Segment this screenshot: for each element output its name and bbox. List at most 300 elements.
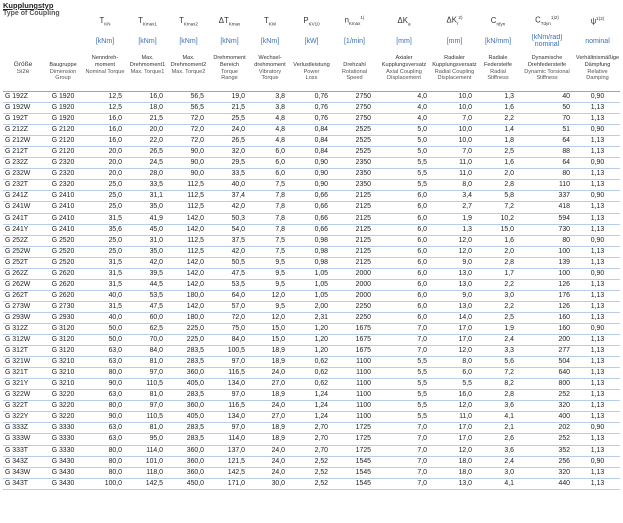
table-cell: 0,90 — [575, 456, 620, 467]
unit-header-6: [1/min] — [343, 37, 365, 45]
table-cell: G 312W — [3, 335, 43, 346]
table-cell: 1100 — [333, 390, 376, 401]
table-cell: 50 — [519, 103, 575, 114]
table-cell: 12,0 — [432, 445, 477, 456]
table-cell: G 3430 — [43, 456, 83, 467]
german-label-8: Drehzahl — [343, 61, 366, 68]
table-cell: 32,0 — [209, 147, 250, 158]
table-cell: 5,0 — [376, 147, 432, 158]
table-cell: 1,13 — [575, 202, 620, 213]
table-cell: 0,66 — [290, 191, 333, 202]
table-cell: 4,8 — [250, 136, 290, 147]
table-cell: 7,8 — [250, 224, 290, 235]
table-cell: 37,4 — [209, 191, 250, 202]
table-cell: 3,8 — [250, 92, 290, 103]
table-cell: 4,0 — [376, 92, 432, 103]
table-cell: G 262T — [3, 290, 43, 301]
table-cell: 6,0 — [376, 202, 432, 213]
table-cell: 5,5 — [376, 368, 432, 379]
table-row — [3, 246, 620, 257]
table-cell: 142,0 — [168, 213, 209, 224]
table-cell: 64 — [519, 136, 575, 147]
table-cell: 2125 — [333, 191, 376, 202]
table-cell: 70 — [519, 114, 575, 125]
table-cell: 25,5 — [209, 114, 250, 125]
table-cell: 24,0 — [250, 445, 290, 456]
table-cell: 7,2 — [477, 202, 519, 213]
table-cell: 4,0 — [376, 114, 432, 125]
english-label-4: Max. Torque2 — [171, 69, 206, 75]
table-cell: 2,8 — [477, 390, 519, 401]
table-cell: 225,0 — [168, 335, 209, 346]
table-cell: G 212Z — [3, 125, 43, 136]
table-cell: 1,13 — [575, 301, 620, 312]
table-cell: 2,4 — [477, 456, 519, 467]
english-label-13: Relative Damping — [586, 69, 609, 82]
table-cell: 202 — [519, 423, 575, 434]
table-cell: 21,5 — [127, 114, 168, 125]
table-cell: G 343Z — [3, 456, 43, 467]
table-cell: 1,24 — [290, 401, 333, 412]
table-cell: 2,52 — [290, 478, 333, 489]
table-cell: 1,6 — [477, 158, 519, 169]
table-cell: 81,0 — [127, 357, 168, 368]
table-cell: 13,0 — [432, 301, 477, 312]
table-cell: 1,13 — [575, 290, 620, 301]
table-cell: 25,0 — [83, 246, 127, 257]
table-cell: 1,05 — [290, 279, 333, 290]
table-cell: 1675 — [333, 323, 376, 334]
table-cell: 5,8 — [477, 191, 519, 202]
table-cell: 97,0 — [127, 368, 168, 379]
table-cell: 31,5 — [83, 301, 127, 312]
table-cell: 225,0 — [168, 323, 209, 334]
table-cell: 0,84 — [290, 125, 333, 136]
table-cell: 6,0 — [376, 246, 432, 257]
table-cell: 360,0 — [168, 456, 209, 467]
table-cell: 18,0 — [127, 103, 168, 114]
table-cell: 6,0 — [376, 290, 432, 301]
table-cell: 20,0 — [83, 169, 127, 180]
table-cell: 11,0 — [432, 158, 477, 169]
unit-header-5: [kW] — [304, 37, 319, 45]
table-cell: 6,0 — [432, 368, 477, 379]
table-cell: 2125 — [333, 213, 376, 224]
table-cell: 56,5 — [168, 92, 209, 103]
table-cell: G 232W — [3, 169, 43, 180]
table-cell: 1,4 — [477, 125, 519, 136]
table-cell: 2,31 — [290, 312, 333, 323]
table-cell: 360,0 — [168, 445, 209, 456]
symbol-header-2: $T_{Kmax2}$ — [179, 15, 198, 27]
table-cell: 2,8 — [477, 180, 519, 191]
table-cell: G 3220 — [43, 390, 83, 401]
table-cell: 2750 — [333, 114, 376, 125]
table-cell: 1100 — [333, 401, 376, 412]
table-cell: 1,13 — [575, 147, 620, 158]
table-cell: 72,0 — [168, 125, 209, 136]
table-cell: 0,90 — [290, 158, 333, 169]
german-label-2: Nenndreh- moment — [91, 55, 119, 68]
table-cell: 5,5 — [376, 379, 432, 390]
table-cell: 1,13 — [575, 257, 620, 268]
table-cell: G 2520 — [43, 235, 83, 246]
table-cell: 11,0 — [432, 412, 477, 423]
table-cell: 0,90 — [290, 180, 333, 191]
table-cell: 1,13 — [575, 445, 620, 456]
table-cell: 72,0 — [168, 136, 209, 147]
table-row — [3, 158, 620, 169]
table-cell: 1,13 — [575, 478, 620, 489]
table-row — [3, 401, 620, 412]
title-sub: Type of Coupling — [3, 10, 60, 17]
table-cell: G 2520 — [43, 246, 83, 257]
english-label-6: Vibratory Torque — [258, 69, 282, 82]
table-cell: 1100 — [333, 379, 376, 390]
table-cell: 24,0 — [250, 467, 290, 478]
table-cell: 2250 — [333, 301, 376, 312]
table-cell: 5,5 — [376, 158, 432, 169]
table-row — [3, 301, 620, 312]
table-cell: 504 — [519, 357, 575, 368]
table-cell: 142,0 — [168, 268, 209, 279]
table-cell: 2350 — [333, 180, 376, 191]
table-cell: 112,5 — [168, 191, 209, 202]
table-cell: 51 — [519, 125, 575, 136]
table-cell: 80 — [519, 235, 575, 246]
table-cell: 18,9 — [250, 346, 290, 357]
table-cell: 2125 — [333, 202, 376, 213]
unit-header-9: [kN/mm] — [484, 37, 512, 45]
table-cell: 31,5 — [83, 213, 127, 224]
unit-row — [3, 34, 620, 48]
symbol-header-0: $T_{KN}$ — [99, 15, 111, 27]
table-cell: 126 — [519, 279, 575, 290]
table-cell: 1,8 — [477, 136, 519, 147]
table-cell: 100,0 — [83, 478, 127, 489]
table-cell: 1,13 — [575, 379, 620, 390]
table-cell: 10,0 — [432, 103, 477, 114]
table-cell: 134,0 — [209, 412, 250, 423]
english-label-3: Max. Torque1 — [130, 69, 165, 75]
table-row — [3, 390, 620, 401]
table-cell: 8,2 — [477, 379, 519, 390]
unit-header-1: [kNm] — [138, 37, 157, 45]
symbol-header-11: $\psi^{1)2)}$ — [590, 16, 605, 26]
table-cell: 12,0 — [432, 401, 477, 412]
table-cell: 2,1 — [477, 423, 519, 434]
table-cell: 450,0 — [168, 478, 209, 489]
table-cell: 27,0 — [250, 379, 290, 390]
table-cell: 18,9 — [250, 423, 290, 434]
table-cell: 1725 — [333, 423, 376, 434]
table-cell: 2525 — [333, 125, 376, 136]
table-cell: G 241Y — [3, 224, 43, 235]
table-cell: 400 — [519, 412, 575, 423]
table-row — [3, 136, 620, 147]
table-cell: 25,0 — [83, 180, 127, 191]
table-cell: G 321Y — [3, 379, 43, 390]
table-cell: G 212W — [3, 136, 43, 147]
unit-header-11: nominal — [585, 37, 610, 45]
table-cell: 17,0 — [432, 335, 477, 346]
table-cell: G 2620 — [43, 279, 83, 290]
table-row — [3, 235, 620, 246]
table-cell: 1,13 — [575, 346, 620, 357]
unit-header-0: [kNm] — [95, 37, 115, 45]
table-cell: 10,2 — [477, 213, 519, 224]
table-cell: 12,0 — [432, 246, 477, 257]
symbol-header-3: $\Delta T_{Kmax}$ — [218, 15, 241, 27]
table-cell: G 2620 — [43, 268, 83, 279]
table-cell: 1,13 — [575, 467, 620, 478]
table-cell: 116,5 — [209, 401, 250, 412]
symbol-header-1: $T_{Kmax1}$ — [138, 15, 157, 27]
table-row — [3, 423, 620, 434]
table-cell: 121,5 — [209, 456, 250, 467]
table-cell: G 2120 — [43, 147, 83, 158]
german-label-6: Wechsel- drehmoment — [254, 55, 286, 68]
table-cell: 110 — [519, 180, 575, 191]
table-cell: G 3330 — [43, 445, 83, 456]
table-cell: 15,0 — [250, 323, 290, 334]
table-row — [3, 467, 620, 478]
table-cell: 2,00 — [290, 301, 333, 312]
table-cell: 29,5 — [209, 158, 250, 169]
table-row — [3, 290, 620, 301]
table-cell: G 241T — [3, 213, 43, 224]
table-row — [3, 279, 620, 290]
table-cell: 44,5 — [127, 279, 168, 290]
table-cell: 405,0 — [168, 412, 209, 423]
table-cell: 45,0 — [127, 224, 168, 235]
table-cell: 283,5 — [168, 423, 209, 434]
table-cell: 0,90 — [575, 191, 620, 202]
table-cell: 100,5 — [209, 346, 250, 357]
table-cell: 101,0 — [127, 456, 168, 467]
table-cell: 2,70 — [290, 434, 333, 445]
table-cell: 54,0 — [209, 224, 250, 235]
table-cell: 16,0 — [83, 114, 127, 125]
table-cell: 12,5 — [83, 103, 127, 114]
table-cell: 112,5 — [168, 246, 209, 257]
table-cell: 5,5 — [376, 412, 432, 423]
table-cell: 418 — [519, 202, 575, 213]
table-cell: 0,98 — [290, 257, 333, 268]
table-cell: 2,2 — [477, 114, 519, 125]
table-cell: G 2320 — [43, 158, 83, 169]
table-row — [3, 125, 620, 136]
table-row — [3, 191, 620, 202]
table-cell: G 333W — [3, 434, 43, 445]
title-main: Kupplungstyp — [3, 1, 54, 10]
table-cell: 6,0 — [376, 257, 432, 268]
table-cell: 4,8 — [250, 114, 290, 125]
table-cell: 4,1 — [477, 478, 519, 489]
table-cell: G 2930 — [43, 312, 83, 323]
table-cell: 2,7 — [432, 202, 477, 213]
table-cell: 15,0 — [477, 224, 519, 235]
table-cell: 80 — [519, 169, 575, 180]
table-cell: 180,0 — [168, 290, 209, 301]
table-cell: 26,5 — [127, 147, 168, 158]
table-cell: 33,5 — [127, 180, 168, 191]
table-cell: 10,0 — [432, 125, 477, 136]
table-cell: G 3330 — [43, 423, 83, 434]
table-cell: 2,0 — [477, 246, 519, 257]
table-cell: 1675 — [333, 335, 376, 346]
table-cell: 80,0 — [83, 401, 127, 412]
table-cell: 63,0 — [83, 346, 127, 357]
table-cell: G 3210 — [43, 379, 83, 390]
table-cell: G 3210 — [43, 357, 83, 368]
english-label-7: Power Loss — [303, 69, 320, 82]
table-cell: 7,0 — [376, 456, 432, 467]
table-cell: G 273W — [3, 301, 43, 312]
table-cell: 2750 — [333, 103, 376, 114]
table-cell: G 343T — [3, 478, 43, 489]
symbol-header-9: $C_{rdyn}$ — [490, 15, 506, 27]
table-cell: G 232Z — [3, 158, 43, 169]
table-row — [3, 202, 620, 213]
table-cell: 9,5 — [250, 257, 290, 268]
table-cell: 1,20 — [290, 323, 333, 334]
table-cell: 17,0 — [432, 434, 477, 445]
table-cell: G 293W — [3, 312, 43, 323]
table-cell: 53,5 — [127, 290, 168, 301]
table-cell: 0,62 — [290, 379, 333, 390]
table-cell: 176 — [519, 290, 575, 301]
table-cell: 81,0 — [127, 423, 168, 434]
table-cell: G 2320 — [43, 180, 83, 191]
table-cell: 0,90 — [575, 423, 620, 434]
table-cell: 70,0 — [127, 335, 168, 346]
table-row — [3, 346, 620, 357]
table-cell: 7,5 — [250, 246, 290, 257]
table-cell: 9,5 — [250, 279, 290, 290]
table-cell: 1100 — [333, 412, 376, 423]
table-cell: 252 — [519, 390, 575, 401]
table-cell: 90,0 — [83, 412, 127, 423]
table-cell: G 3430 — [43, 478, 83, 489]
table-cell: 352 — [519, 445, 575, 456]
table-cell: G 241W — [3, 202, 43, 213]
table-cell: 1,13 — [575, 390, 620, 401]
table-cell: 137,0 — [209, 445, 250, 456]
table-cell: G 322W — [3, 390, 43, 401]
english-label-8: Rotational Speed — [341, 69, 368, 82]
table-cell: 90,0 — [168, 158, 209, 169]
table-cell: 6,0 — [376, 279, 432, 290]
table-cell: 1,20 — [290, 346, 333, 357]
table-cell: 2000 — [333, 279, 376, 290]
table-cell: 2350 — [333, 158, 376, 169]
table-cell: 6,0 — [376, 235, 432, 246]
table-cell: 6,0 — [250, 147, 290, 158]
table-cell: 75,0 — [209, 323, 250, 334]
table-cell: 337 — [519, 191, 575, 202]
table-cell: 5,0 — [376, 125, 432, 136]
table-cell: 64,0 — [209, 290, 250, 301]
german-header-row — [3, 48, 620, 69]
table-cell: G 2320 — [43, 169, 83, 180]
table-cell: 35,0 — [127, 246, 168, 257]
table-cell: 142,0 — [168, 224, 209, 235]
table-cell: G 262W — [3, 279, 43, 290]
table-cell: 0,62 — [290, 357, 333, 368]
table-cell: 22,0 — [127, 136, 168, 147]
table-cell: 2,2 — [477, 301, 519, 312]
english-label-11: Radial Stiffness — [487, 69, 509, 82]
table-cell: 2,5 — [477, 312, 519, 323]
table-cell: 24,5 — [127, 158, 168, 169]
table-cell: 110,5 — [127, 412, 168, 423]
table-cell: G 262Z — [3, 268, 43, 279]
table-cell: G 2620 — [43, 290, 83, 301]
table-cell: 6,0 — [376, 213, 432, 224]
table-cell: 6,0 — [376, 268, 432, 279]
table-cell: 88 — [519, 147, 575, 158]
table-cell: 0,90 — [575, 92, 620, 103]
table-cell: 90,0 — [83, 379, 127, 390]
table-cell: 7,0 — [376, 346, 432, 357]
german-label-12: Dynamische Drehfedersteife — [527, 55, 567, 68]
table-cell: G 2410 — [43, 213, 83, 224]
table-cell: 1,13 — [575, 224, 620, 235]
table-cell: 134,0 — [209, 379, 250, 390]
table-cell: 283,5 — [168, 357, 209, 368]
table-cell: 440 — [519, 478, 575, 489]
table-cell: G 241Z — [3, 191, 43, 202]
table-row — [3, 147, 620, 158]
table-cell: 1,13 — [575, 246, 620, 257]
table-cell: G 2120 — [43, 125, 83, 136]
table-cell: 2125 — [333, 246, 376, 257]
table-cell: 80,0 — [83, 368, 127, 379]
table-cell: 100 — [519, 246, 575, 257]
german-label-11: Radiale Federsteife — [484, 55, 512, 68]
table-row — [3, 434, 620, 445]
table-cell: 2,0 — [477, 169, 519, 180]
table-cell: 118,0 — [127, 467, 168, 478]
english-label-5: Torque Range — [220, 69, 239, 82]
table-cell: 1545 — [333, 456, 376, 467]
table-cell: 84,0 — [127, 346, 168, 357]
english-header-row — [3, 69, 620, 89]
table-cell: 7,2 — [477, 368, 519, 379]
table-cell: 800 — [519, 379, 575, 390]
table-cell: 50,5 — [209, 257, 250, 268]
table-cell: 37,5 — [209, 235, 250, 246]
table-cell: 24,0 — [209, 125, 250, 136]
table-cell: 41,9 — [127, 213, 168, 224]
table-cell: 360,0 — [168, 467, 209, 478]
table-cell: 4,1 — [477, 412, 519, 423]
table-cell: 283,5 — [168, 434, 209, 445]
table-cell: G 192W — [3, 103, 43, 114]
table-cell: 57,0 — [209, 301, 250, 312]
table-cell: 114,0 — [127, 445, 168, 456]
table-cell: 4,0 — [376, 103, 432, 114]
german-label-7: Verlustleistung — [293, 61, 330, 68]
table-cell: 42,0 — [127, 257, 168, 268]
table-cell: 12,0 — [432, 346, 477, 357]
table-cell: 97,0 — [209, 423, 250, 434]
table-cell: 200 — [519, 335, 575, 346]
table-cell: 5,5 — [376, 180, 432, 191]
table-cell: 0,66 — [290, 224, 333, 235]
table-cell: 63,0 — [83, 357, 127, 368]
